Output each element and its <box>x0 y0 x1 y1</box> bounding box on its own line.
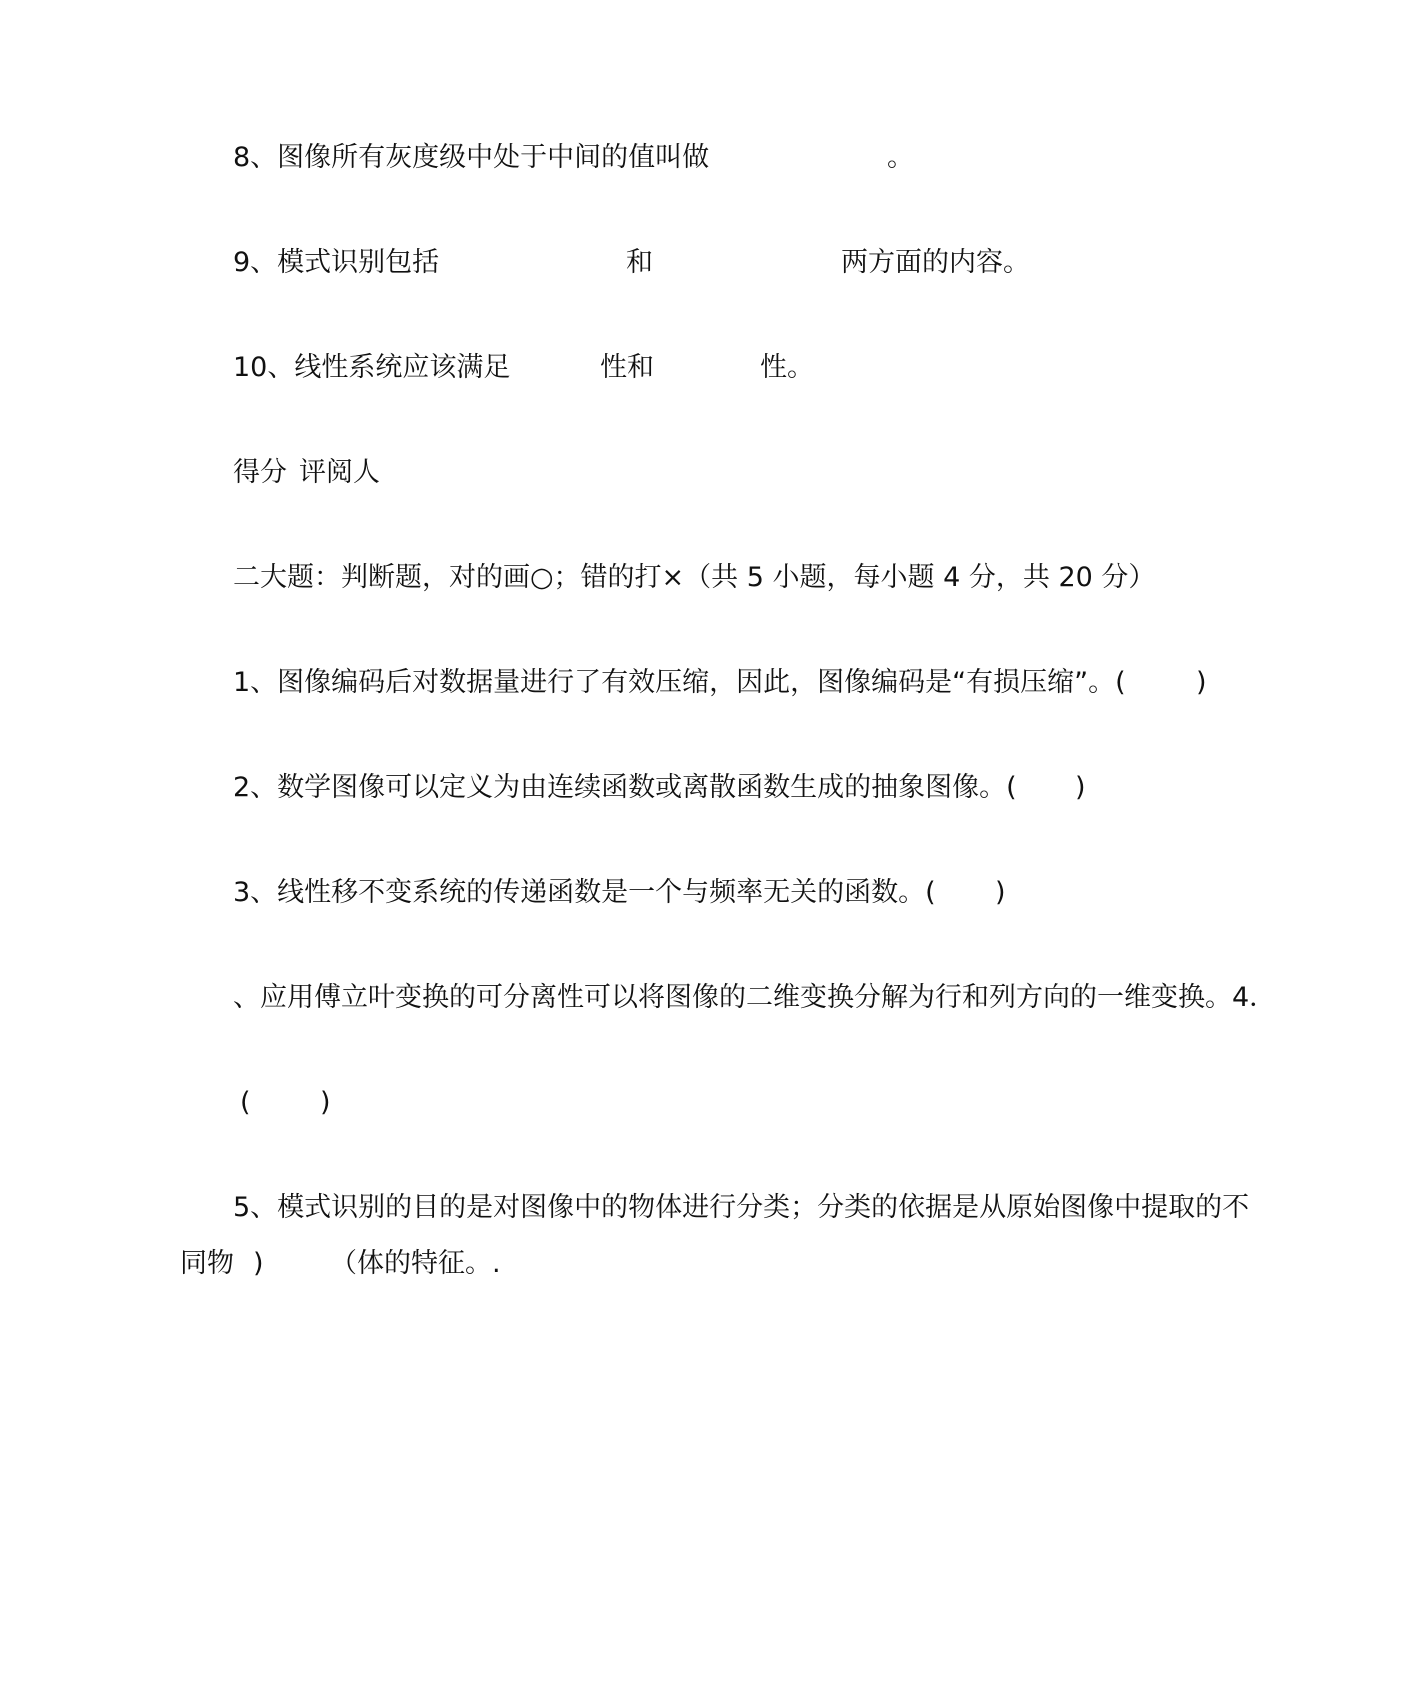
tf-item-5-continuation <box>180 1246 501 1390</box>
tf-item-5-cont-c: （体的特征。. <box>330 1248 501 1279</box>
tf-item-2 <box>233 770 1086 878</box>
tf-item-3 <box>233 875 1006 983</box>
tf-item-2-text: 2、数学图像可以定义为由连续函数或离散函数生成的抽象图像。( <box>233 772 1017 803</box>
tf-item-4 <box>233 980 1277 1052</box>
section-two-heading-text: 二大题：判断题，对的画○；错的打×（共 5 小题，每小题 4 分，共 20 分） <box>233 562 1156 593</box>
score-row <box>233 455 380 563</box>
tf-item-1-text: 1、图像编码后对数据量进行了有效压缩，因此，图像编码是“有损压缩”。( <box>233 667 1126 698</box>
question-10-mid: 性和 <box>600 352 654 383</box>
question-10-text: 10、线性系统应该满足 <box>233 352 511 383</box>
tf-item-2-close: ) <box>1075 772 1086 803</box>
tf-item-5 <box>233 1190 1250 1262</box>
question-8-text: 8、图像所有灰度级中处于中间的值叫做 <box>233 142 710 173</box>
tf-item-5-cont-a: 同物 <box>180 1248 234 1279</box>
tf-item-5-text: 5、模式识别的目的是对图像中的物体进行分类；分类的依据是从原始图像中提取的不 <box>233 1192 1250 1223</box>
reviewer-label: 评阅人 <box>299 457 380 488</box>
tf-item-1-close: ) <box>1196 667 1207 698</box>
tf-item-1 <box>233 665 1207 773</box>
tf-item-4-parens <box>240 1085 331 1193</box>
tf-item-5-cont-b: ) <box>253 1248 264 1279</box>
question-9-end: 两方面的内容。 <box>841 247 1030 278</box>
tf-item-3-text: 3、线性移不变系统的传递函数是一个与频率无关的函数。( <box>233 877 936 908</box>
tf-item-4-text: 、应用傅立叶变换的可分离性可以将图像的二维变换分解为行和列方向的一维变换。4． <box>233 982 1277 1013</box>
tf-item-4-open: ( <box>240 1087 251 1118</box>
question-9-text: 9、模式识别包括 <box>233 247 440 278</box>
tf-item-4-close: ) <box>320 1087 331 1118</box>
section-two-heading <box>233 560 1156 632</box>
question-8 <box>233 140 914 248</box>
question-10-end: 性。 <box>760 352 814 383</box>
score-label: 得分 <box>233 457 287 488</box>
question-8-end: 。 <box>887 142 914 173</box>
tf-item-3-close: ) <box>995 877 1006 908</box>
question-9-mid: 和 <box>626 247 653 278</box>
